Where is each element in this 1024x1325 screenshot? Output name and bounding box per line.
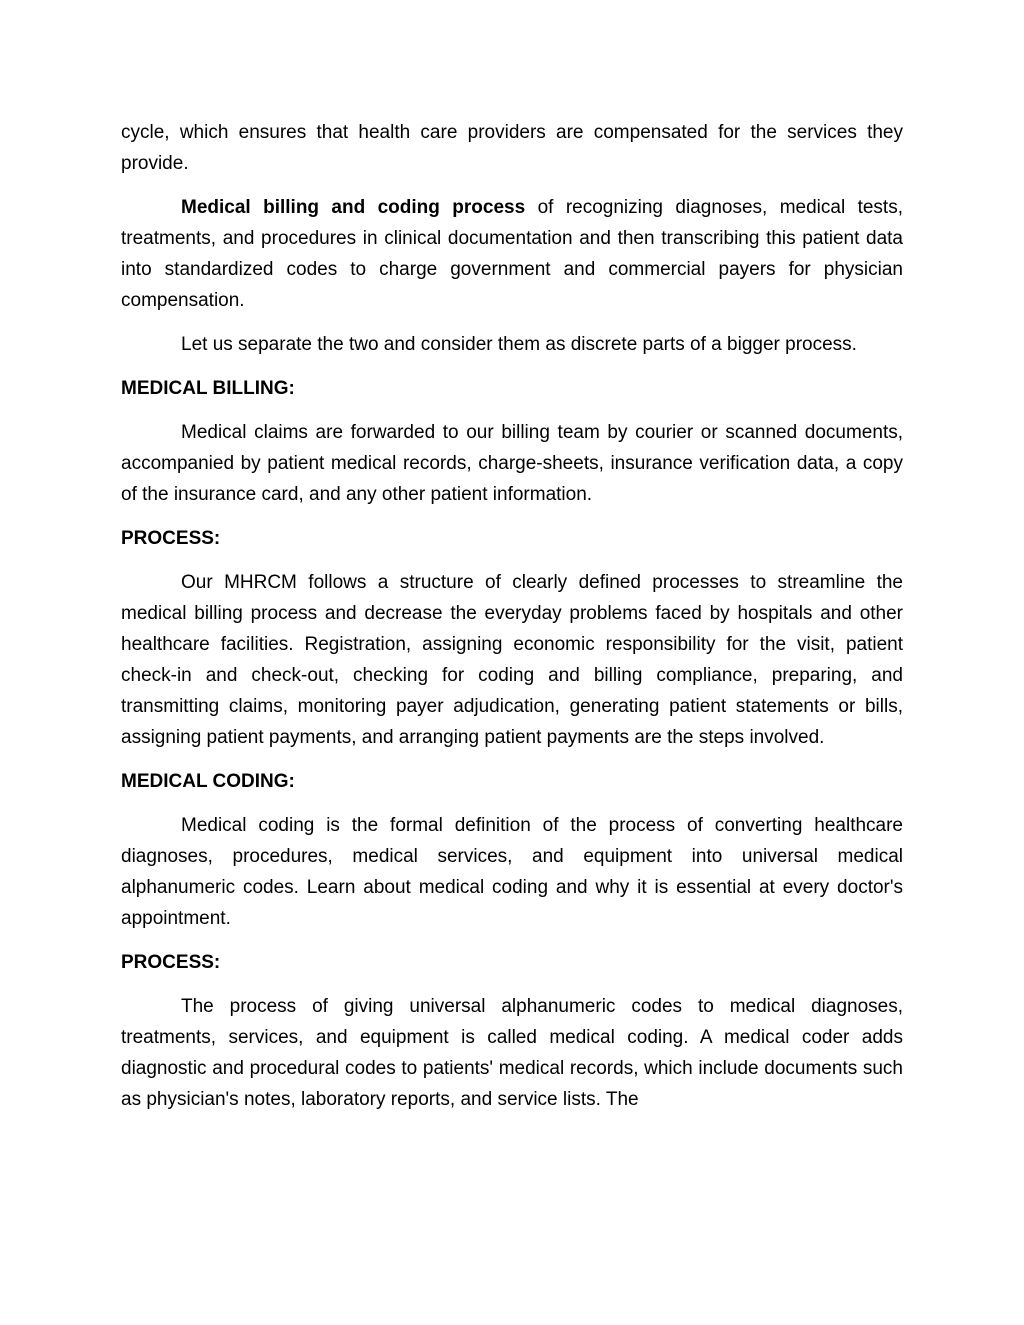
definition-rest: of recognizing diagnoses, medical tests, treatments, and procedures in clinical documentation and then transcribing this patient data into standardized codes to charge government and commercial payers for physician compensation. (121, 197, 903, 311)
document-page (121, 117, 903, 1128)
heading-billing-process: PROCESS: (121, 528, 221, 549)
heading-medical-billing: MEDICAL BILLING: (121, 378, 295, 399)
paragraph-separate: Let us separate the two and consider them as discrete parts of a bigger process. (181, 334, 857, 355)
paragraph-coding: Medical coding is the formal definition of the process of converting healthcare diagnoses, procedures, medical services, and equipment into universal medical alphanumeric codes. Learn about medical coding and why it is essential at every doctor's appointment. (121, 815, 903, 929)
paragraph-definition (121, 192, 903, 316)
paragraph-coding-process: The process of giving universal alphanumeric codes to medical diagnoses, treatments, services, and equipment is called medical coding. A medical coder adds diagnostic and procedural codes to patients' medical records, which include documents such as physician's notes, laboratory reports, and service lists. The (121, 996, 903, 1110)
paragraph-intro-continuation: cycle, which ensures that health care providers are compensated for the services they provide. (121, 122, 903, 174)
paragraph-billing-process: Our MHRCM follows a structure of clearly defined processes to streamline the medical billing process and decrease the everyday problems faced by hospitals and other healthcare facilities. Registration, assigning economic responsibility for the visit, patient check-in and check-out, checking for coding and billing compliance, preparing, and transmitting claims, monitoring payer adjudication, generating patient statements or bills, assigning patient payments, and arranging patient payments are the steps involved. (121, 572, 903, 748)
paragraph-billing: Medical claims are forwarded to our billing team by courier or scanned documents, accompanied by patient medical records, charge-sheets, insurance verification data, a copy of the insurance card, and any other patient information. (121, 422, 903, 505)
definition-bold-lead: Medical billing and coding process (181, 197, 526, 218)
heading-coding-process: PROCESS: (121, 952, 221, 973)
heading-medical-coding: MEDICAL CODING: (121, 771, 295, 792)
